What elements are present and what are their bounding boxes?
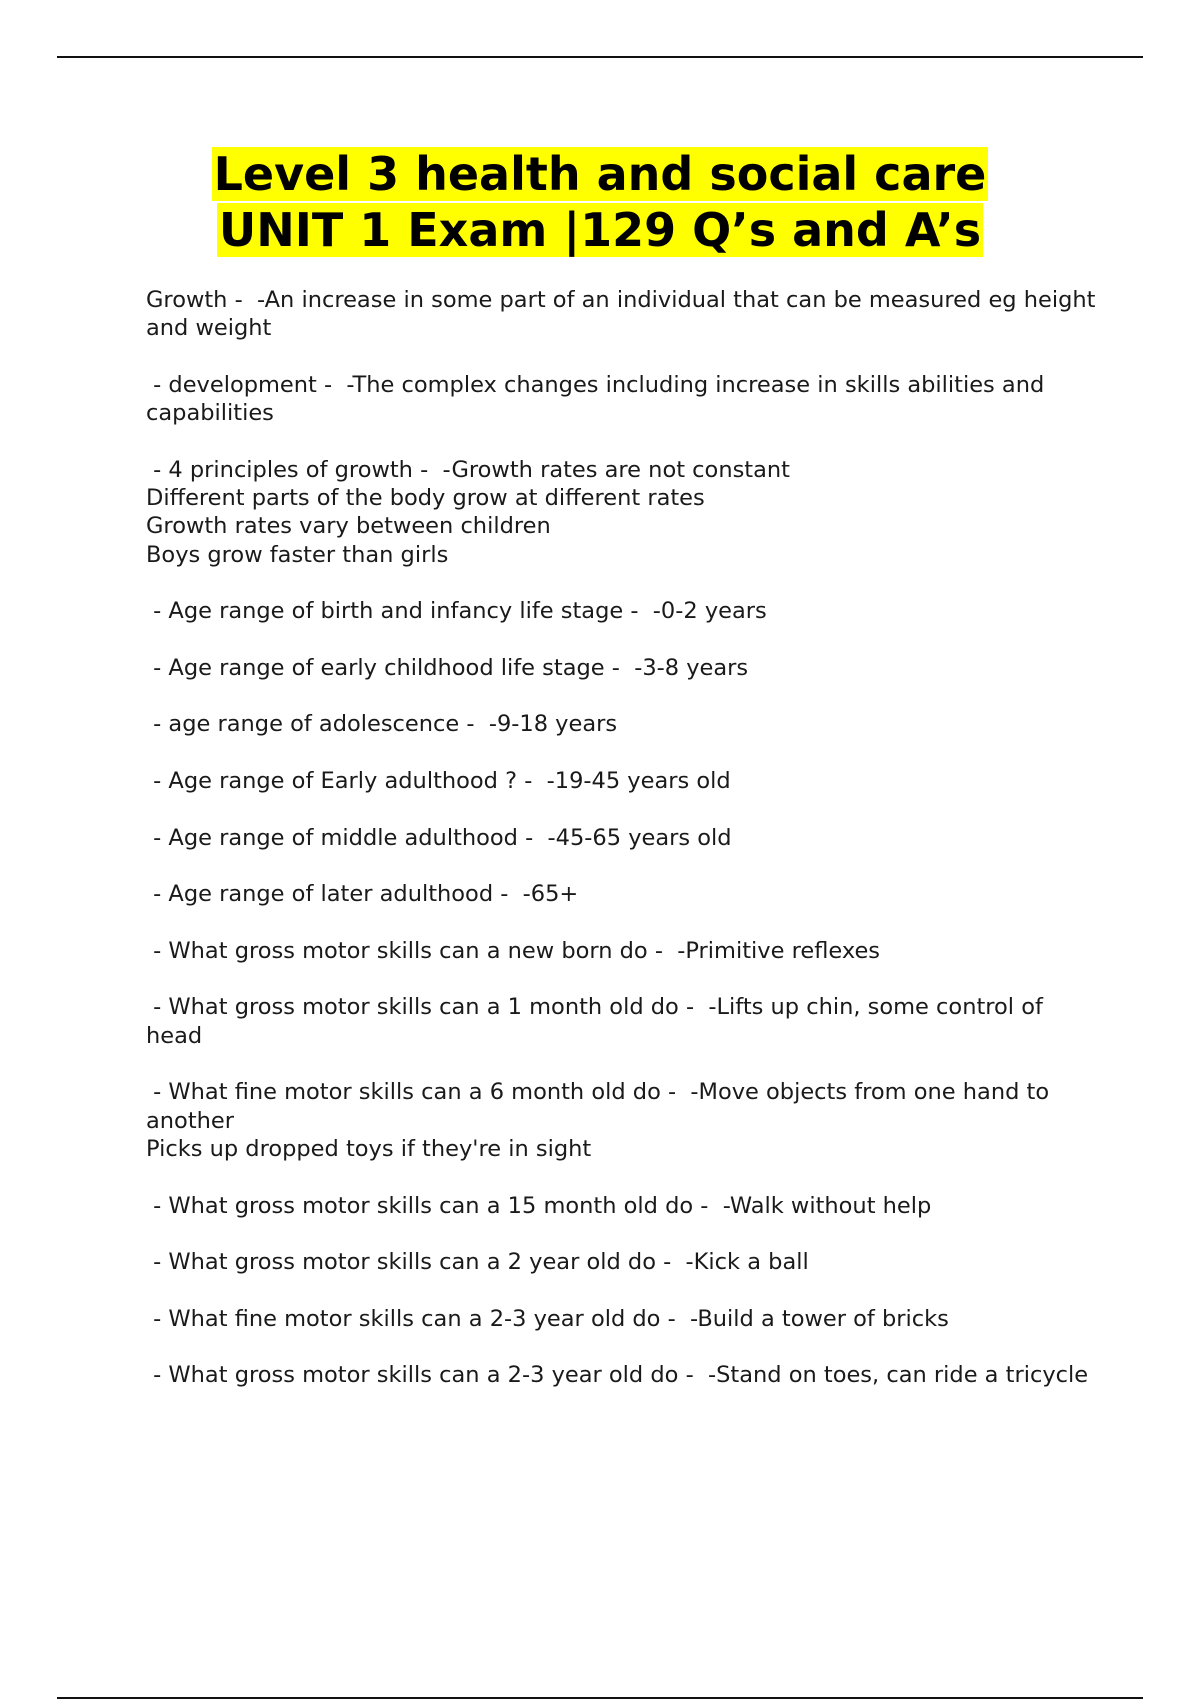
qa-item bbox=[146, 937, 1106, 965]
qa-item bbox=[146, 597, 1106, 625]
qa-term: - Age range of middle adulthood - bbox=[146, 824, 541, 851]
qa-item bbox=[146, 1305, 1106, 1333]
qa-definition: -3-8 years bbox=[627, 654, 749, 681]
qa-definition: -19-45 years old bbox=[539, 768, 731, 795]
qa-term: - age range of adolescence - bbox=[146, 711, 482, 738]
qa-term: - What gross motor skills can a 15 month old do - bbox=[146, 1192, 716, 1219]
bottom-rule bbox=[57, 1697, 1143, 1699]
qa-item bbox=[146, 1248, 1106, 1276]
qa-extra-line: Different parts of the body grow at different rates bbox=[146, 485, 705, 512]
qa-definition: -Kick a ball bbox=[678, 1249, 809, 1276]
qa-extra-line: Growth rates vary between children bbox=[146, 513, 551, 540]
qa-extra-line: Boys grow faster than girls bbox=[146, 541, 449, 568]
qa-extra-line: Picks up dropped toys if they're in sight bbox=[146, 1135, 592, 1162]
qa-definition: -Growth rates are not constant bbox=[435, 456, 790, 483]
top-rule bbox=[57, 56, 1143, 58]
qa-definition: -0-2 years bbox=[645, 598, 767, 625]
qa-definition: -Build a tower of bricks bbox=[682, 1305, 949, 1332]
qa-term: - What gross motor skills can a 2 year old do - bbox=[146, 1249, 679, 1276]
qa-item bbox=[146, 456, 1106, 569]
qa-item bbox=[146, 710, 1106, 738]
qa-definition: -45-65 years old bbox=[540, 824, 732, 851]
qa-item bbox=[146, 767, 1106, 795]
title-highlight bbox=[212, 147, 989, 257]
qa-term: Growth - bbox=[146, 287, 250, 313]
qa-term: - What fine motor skills can a 6 month old do - bbox=[146, 1079, 684, 1106]
qa-definition: -65+ bbox=[515, 881, 579, 908]
qa-definition: -Move objects from one hand to another bbox=[146, 1079, 1057, 1134]
qa-term: - 4 principles of growth - bbox=[146, 456, 436, 483]
title-line-2: UNIT 1 Exam |129 Q’s and A’s bbox=[218, 203, 982, 257]
qa-item bbox=[146, 1078, 1106, 1163]
qa-list bbox=[146, 286, 1106, 1418]
qa-item bbox=[146, 286, 1106, 343]
qa-definition: -9-18 years bbox=[481, 711, 618, 738]
qa-definition: -Primitive reflexes bbox=[670, 937, 881, 964]
qa-term: - development - bbox=[146, 371, 340, 398]
title-line-1: Level 3 health and social care bbox=[213, 147, 987, 201]
qa-item bbox=[146, 371, 1106, 428]
qa-definition: -Stand on toes, can ride a tricycle bbox=[700, 1362, 1089, 1389]
qa-term: - What gross motor skills can a 2-3 year old do - bbox=[146, 1362, 701, 1389]
qa-term: - Age range of early childhood life stage - bbox=[146, 654, 628, 681]
qa-item bbox=[146, 993, 1106, 1050]
qa-definition: -The complex changes including increase in skills abilities and capabilities bbox=[146, 371, 1052, 427]
qa-item bbox=[146, 824, 1106, 852]
qa-item bbox=[146, 654, 1106, 682]
qa-term: - What fine motor skills can a 2-3 year old do - bbox=[146, 1305, 683, 1332]
qa-term: - What gross motor skills can a new born do - bbox=[146, 937, 671, 964]
qa-item bbox=[146, 1361, 1106, 1389]
qa-term: - Age range of Early adulthood ? - bbox=[146, 768, 540, 795]
qa-item bbox=[146, 880, 1106, 908]
document-title bbox=[0, 146, 1200, 258]
qa-term: - What gross motor skills can a 1 month old do - bbox=[146, 994, 702, 1021]
qa-definition: -Lifts up chin, some control of head bbox=[146, 994, 1051, 1049]
qa-definition: -Walk without help bbox=[715, 1192, 932, 1219]
qa-term: - Age range of birth and infancy life stage - bbox=[146, 598, 646, 625]
qa-item bbox=[146, 1192, 1106, 1220]
qa-term: - Age range of later adulthood - bbox=[146, 881, 516, 908]
qa-definition: -An increase in some part of an individual that can be measured eg height and weight bbox=[146, 287, 1103, 342]
